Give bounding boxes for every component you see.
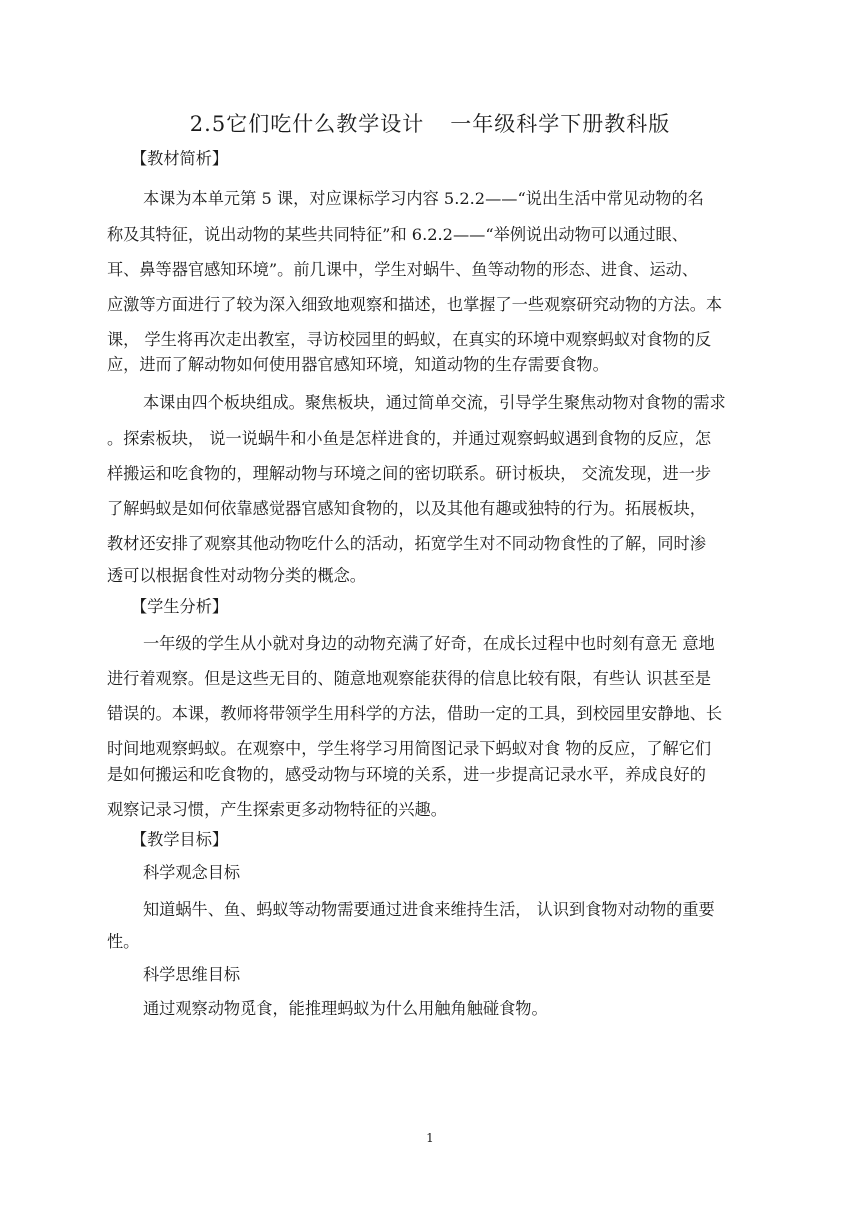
paragraph-line: 错误的。本课，教师将带领学生用科学的方法，借助一定的工具，到校园里安静地、长: [107, 704, 723, 723]
paragraph-line: 应，进而了解动物如何使用器官感知环境，知道动物的生存需要食物。: [107, 355, 609, 374]
paragraph-line: 知道蜗牛、鱼、蚂蚁等动物需要通过进食来维持生活， 认识到食物对动物的重要: [143, 900, 715, 919]
section-heading-goals: 【教学目标】: [131, 830, 229, 849]
goal-heading-concept: 科学观念目标: [143, 863, 241, 882]
paragraph-line: 本课由四个板块组成。聚焦板块，通过简单交流，引导学生聚焦动物对食物的需求: [143, 393, 726, 412]
paragraph-line: 教材还安排了观察其他动物吃什么的活动，拓宽学生对不同动物食性的了解，同时渗: [107, 534, 706, 553]
paragraph-line: 本课为本单元第 5 课，对应课标学习内容 5.2.2——“说出生活中常见动物的名: [143, 189, 704, 208]
paragraph-line: 是如何搬运和吃食物的，感受动物与环境的关系，进一步提高记录水平，养成良好的: [107, 765, 706, 784]
paragraph-line: 应激等方面进行了较为深入细致地观察和描述，也掌握了一些观察研究动物的方法。本: [107, 295, 723, 314]
document-title: [0, 108, 860, 140]
paragraph-line: 通过观察动物觅食，能推理蚂蚁为什么用触角触碰食物。: [143, 999, 548, 1018]
goal-heading-thinking: 科学思维目标: [143, 965, 241, 984]
section-heading-student: 【学生分析】: [131, 597, 229, 616]
section-heading-textbook: 【教材简析】: [131, 149, 229, 168]
paragraph-line: 观察记录习惯，产生探索更多动物特征的兴趣。: [107, 800, 447, 819]
title-sub: 一年级科学下册教科版: [450, 112, 671, 136]
paragraph-line: 一年级的学生从小就对身边的动物充满了好奇，在成长过程中也时刻有意无 意地: [143, 634, 715, 653]
paragraph-line: 。探索板块， 说一说蜗牛和小鱼是怎样进食的，并通过观察蚂蚁遇到食物的反应，怎: [107, 429, 712, 448]
page-number: 1: [426, 1131, 434, 1145]
paragraph-line: 进行着观察。但是这些无目的、随意地观察能获得的信息比较有限，有些认 识甚至是: [107, 669, 712, 688]
paragraph-line: 了解蚂蚁是如何依靠感觉器官感知食物的，以及其他有趣或独特的行为。拓展板块，: [107, 499, 706, 518]
paragraph-line: 时间地观察蚂蚁。在观察中，学生将学习用简图记录下蚂蚁对食 物的反应，了解它们: [107, 739, 712, 758]
paragraph-line: 性。: [107, 932, 140, 951]
paragraph-line: 透可以根据食性对动物分类的概念。: [107, 566, 366, 585]
paragraph-line: 样搬运和吃食物的，理解动物与环境之间的密切联系。研讨板块， 交流发现，进一步: [107, 464, 712, 483]
paragraph-line: 课， 学生将再次走出教室，寻访校园里的蚂蚁，在真实的环境中观察蚂蚁对食物的反: [107, 330, 712, 349]
title-main: 2.5它们吃什么教学设计: [189, 112, 425, 136]
paragraph-line: 耳、鼻等器官感知环境”。前几课中，学生对蜗牛、鱼等动物的形态、进食、运动、: [107, 260, 699, 279]
paragraph-line: 称及其特征，说出动物的某些共同特征”和 6.2.2——“举例说出动物可以通过眼、: [107, 225, 688, 244]
